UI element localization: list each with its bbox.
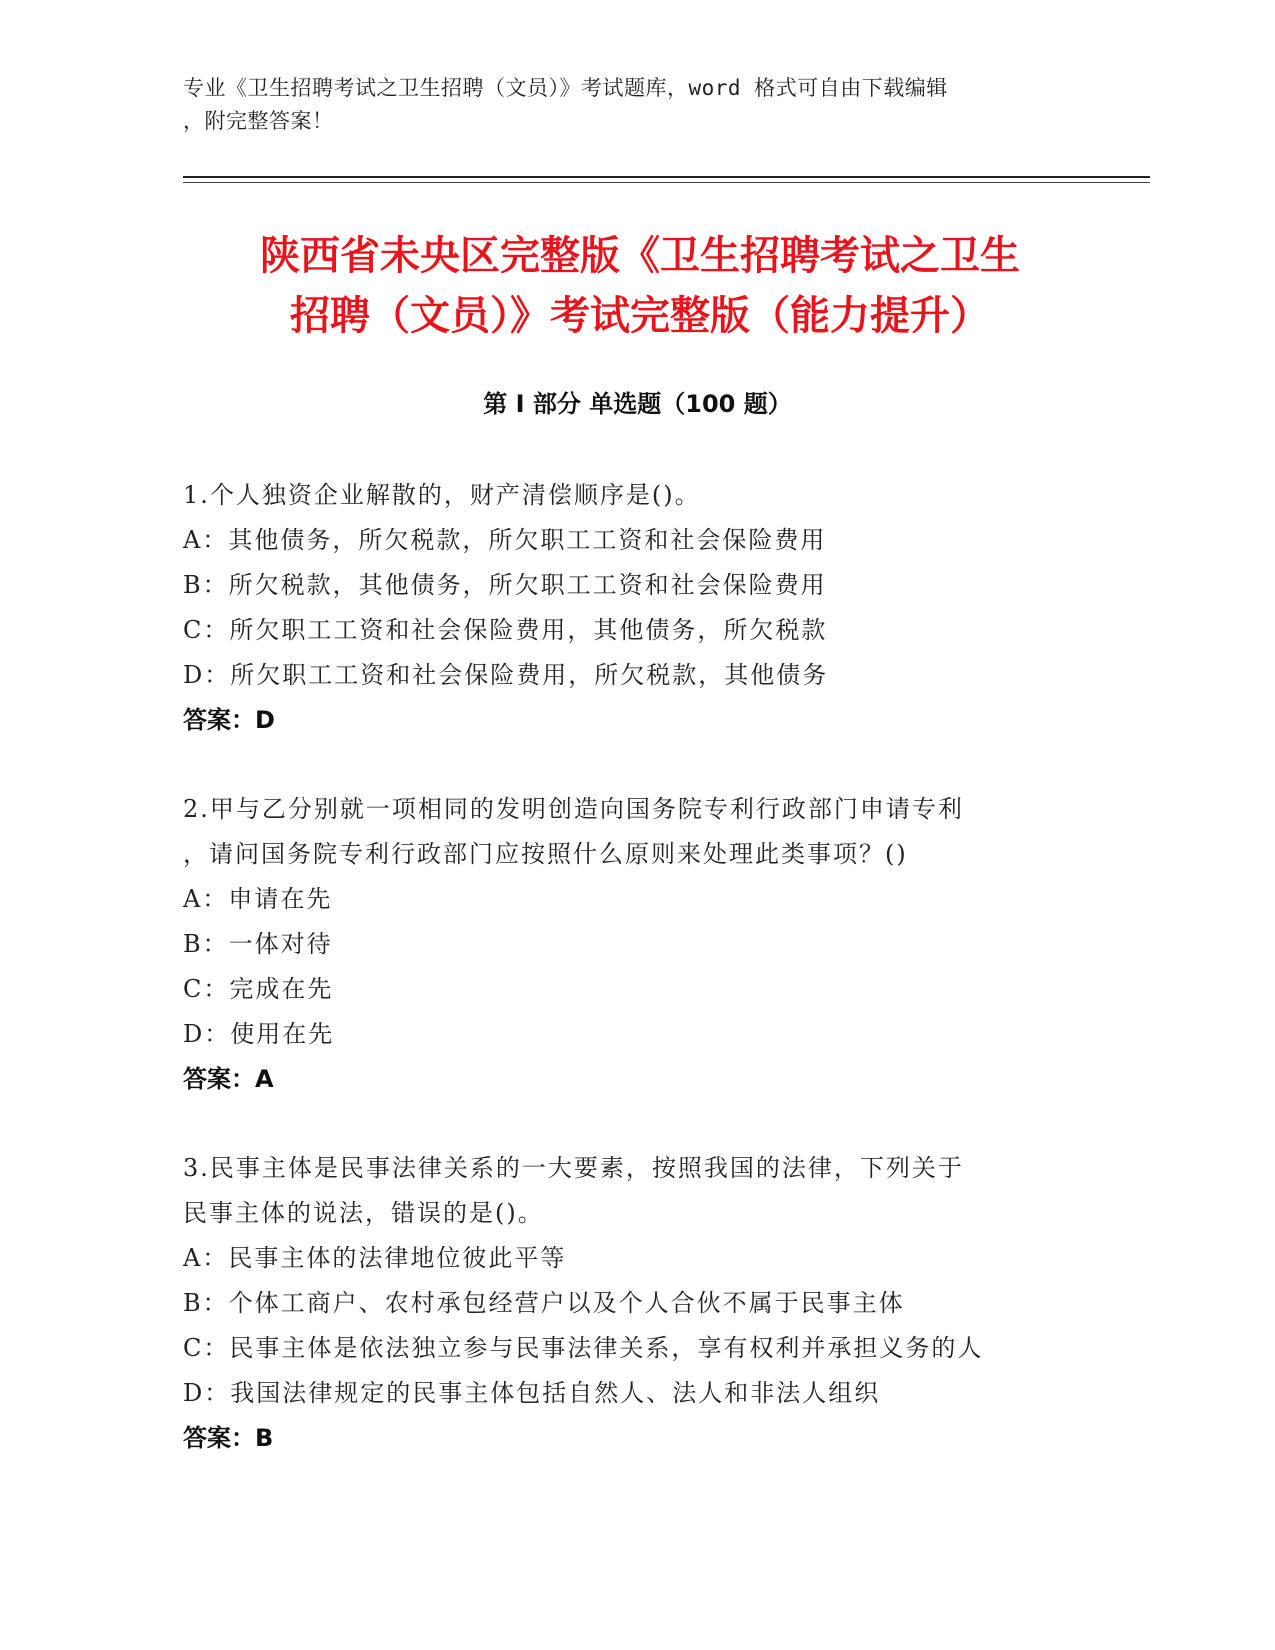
document-title: [190, 226, 1090, 346]
document-title-line: 招聘（文员）》考试完整版（能力提升）: [290, 293, 990, 339]
option-c: C：所欠职工工资和社会保险费用，其他债务，所欠税款: [183, 616, 828, 644]
option-d: D：所欠职工工资和社会保险费用，所欠税款，其他债务: [183, 661, 829, 689]
header-divider-thin: [183, 182, 1150, 183]
question-stem-continued: 民事主体的说法，错误的是()。: [183, 1199, 544, 1227]
answer-label: 答案：D: [183, 706, 275, 734]
question-item: [183, 473, 1123, 743]
option-b: B：所欠税款，其他债务，所欠职工工资和社会保险费用: [183, 571, 827, 599]
question-stem: 3.民事主体是民事法律关系的一大要素，按照我国的法律，下列关于: [183, 1154, 964, 1182]
section-title: 第 I 部分 单选题（100 题）: [483, 390, 792, 418]
answer-label: 答案：B: [183, 1424, 274, 1452]
option-b: B：一体对待: [183, 930, 333, 958]
question-stem: 1.个人独资企业解散的，财产清偿顺序是()。: [183, 481, 701, 509]
header-note-line: 专业《卫生招聘考试之卫生招聘（文员）》考试题库，word 格式可自由下载编辑: [183, 76, 948, 100]
option-a: A：申请在先: [183, 885, 333, 913]
option-d: D：使用在先: [183, 1020, 335, 1048]
option-b: B：个体工商户、农村承包经营户以及个人合伙不属于民事主体: [183, 1289, 905, 1317]
question-stem: 2.甲与乙分别就一项相同的发明创造向国务院专利行政部门申请专利: [183, 795, 964, 823]
question-item: [183, 1146, 1123, 1461]
option-c: C：民事主体是依法独立参与民事法律关系，享有权利并承担义务的人: [183, 1334, 984, 1362]
answer-label: 答案：A: [183, 1065, 274, 1093]
document-title-line: 陕西省未央区完整版《卫生招聘考试之卫生: [260, 233, 1020, 279]
question-list: [183, 473, 1123, 1505]
option-c: C：完成在先: [183, 975, 334, 1003]
header-note-line: ，附完整答案！: [183, 109, 334, 133]
header-note: [183, 72, 1083, 138]
option-a: A：其他债务，所欠税款，所欠职工工资和社会保险费用: [183, 526, 827, 554]
question-item: [183, 787, 1123, 1102]
header-divider: [183, 176, 1150, 178]
option-d: D：我国法律规定的民事主体包括自然人、法人和非法人组织: [183, 1379, 881, 1407]
option-a: A：民事主体的法律地位彼此平等: [183, 1244, 567, 1272]
question-stem-continued: ，请问国务院专利行政部门应按照什么原则来处理此类事项？(): [183, 840, 908, 868]
